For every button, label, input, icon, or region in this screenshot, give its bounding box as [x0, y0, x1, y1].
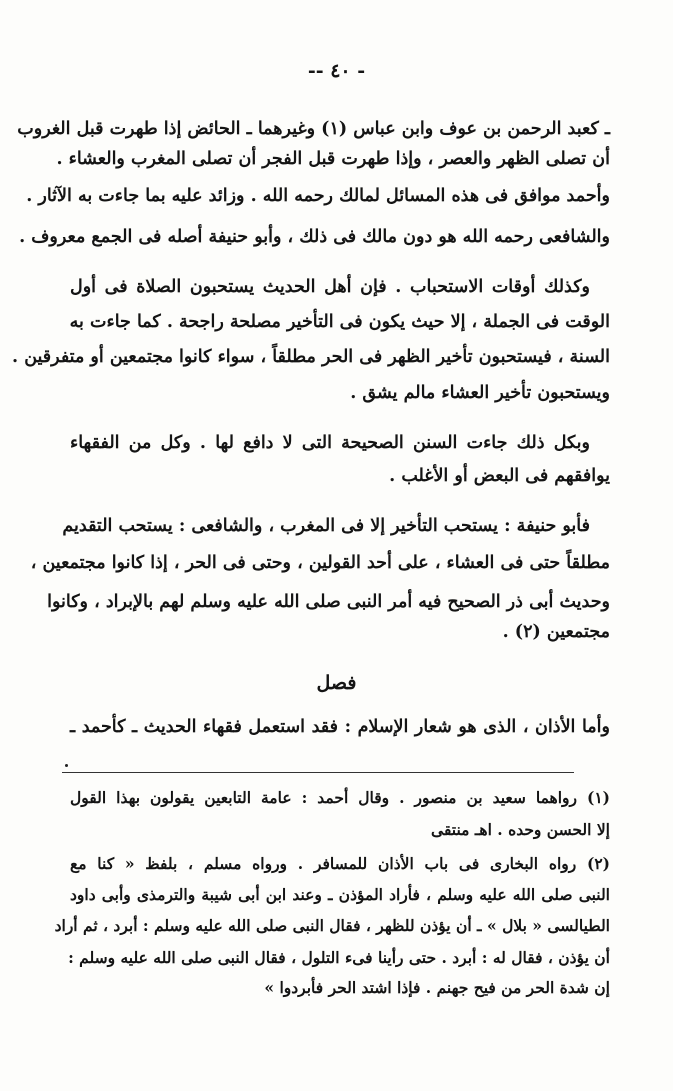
footnote-line: أن يؤذن ، فقال له : أبرد . حتى رأينا فىء التلول ، فقال النبى صلى الله عليه وسلم :	[68, 948, 610, 967]
footnote-line: إلا الحسن وحده . اهـ منتقى	[431, 820, 610, 839]
body-line: فأبو حنيفة : يستحب التأخير إلا فى المغرب ، والشافعى : يستحب التقديم	[62, 516, 590, 536]
footnote-separator	[62, 772, 574, 773]
mark-dot	[65, 764, 68, 767]
body-line: يوافقهم فى البعض أو الأغلب .	[389, 466, 610, 486]
body-line: وكذلك أوقات الاستحباب . فإن أهل الحديث يستحبون الصلاة فى أول	[70, 277, 590, 297]
body-line: وأما الأذان ، الذى هو شعار الإسلام : فقد استعمل فقهاء الحديث ـ كأحمد ـ	[70, 717, 610, 737]
footnote-line: الطيالسى « بلال » ـ أن يؤذن للظهر ، فقال النبى صلى الله عليه وسلم : أبرد ، ثم أراد	[54, 916, 610, 935]
footnote-line: النبى صلى الله عليه وسلم ، فأراد المؤذن ـ وعند ابن أبى شيبة والترمذى وأبى داود	[70, 885, 610, 904]
body-line: وحديث أبى ذر الصحيح فيه أمر النبى صلى الله عليه وسلم لهم بالإبراد ، وكانوا	[47, 592, 610, 612]
body-line: الوقت فى الجملة ، إلا حيث يكون فى التأخير مصلحة راجحة . كما جاءت به	[69, 312, 610, 332]
body-line: مجتمعين (٢) .	[502, 622, 610, 642]
body-line: أن تصلى الظهر والعصر ، وإذا طهرت قبل الفجر أن تصلى المغرب والعشاء .	[56, 149, 610, 169]
page-number: -- ٤٠ -	[307, 60, 366, 82]
footnote-line: (٢) رواه البخارى فى باب الأذان للمسافر . ورواه مسلم ، بلفظ « كنا مع	[70, 854, 610, 873]
section-heading: فصل	[316, 672, 357, 694]
footnote-line: إن شدة الحر من فيح جهنم . فإذا اشتد الحر فأبردوا »	[264, 978, 610, 997]
body-line: ويستحبون تأخير العشاء مالم يشق .	[350, 383, 610, 403]
body-line: ـ كعبد الرحمن بن عوف وابن عباس (١) وغيرهما ـ الحائض إذا طهرت قبل الغروب	[17, 119, 610, 139]
body-line: مطلقاً حتى فى العشاء ، على أحد القولين ، وحتى فى الحر ، إذا كانوا مجتمعين ،	[30, 553, 610, 573]
footnote-line: (١) رواهما سعيد بن منصور . وقال أحمد : عامة التابعين يقولون بهذا القول	[70, 788, 610, 807]
body-line: السنة ، فيستحبون تأخير الظهر فى الحر مطلقاً ، سواء كانوا مجتمعين أو متفرقين .	[12, 347, 610, 367]
body-line: وأحمد موافق فى هذه المسائل لمالك رحمه الله . وزائد عليه بما جاءت به الآثار .	[26, 186, 610, 206]
body-line: والشافعى رحمه الله هو دون مالك فى ذلك ، وأبو حنيفة أصله فى الجمع معروف .	[19, 227, 610, 247]
body-line: وبكل ذلك جاءت السنن الصحيحة التى لا دافع لها . وكل من الفقهاء	[70, 433, 590, 453]
